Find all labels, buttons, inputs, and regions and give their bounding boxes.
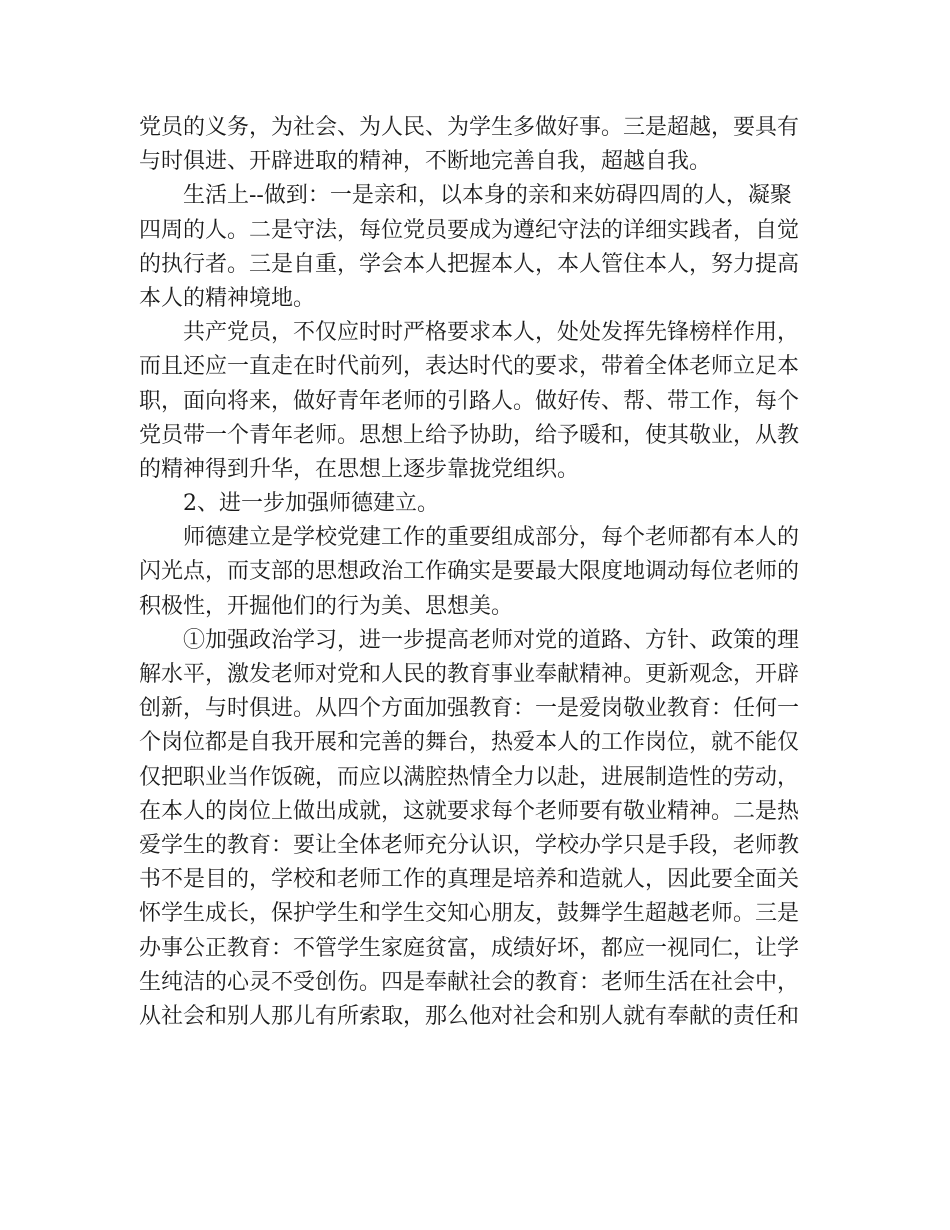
text-line: 从社会和别人那儿有所索取，那么他对社会和别人就有奉献的责任和 [139,1003,800,1029]
paragraph [139,111,811,179]
paragraph [139,179,811,316]
text-line: 共产党员，不仅应时时严格要求本人，处处发挥先锋榜样作用， [183,320,800,346]
text-line: 职，面向将来，做好青年老师的引路人。做好传、帮、带工作，每个 [139,388,800,414]
text-line: 办事公正教育：不管学生家庭贫富，成绩好坏，都应一视同仁，让学 [139,935,800,961]
text-line: 而且还应一直走在时代前列，表达时代的要求，带着全体老师立足本 [139,354,800,380]
section-heading [139,487,811,521]
text-line: 的执行者。三是自重，学会本人把握本人，本人管住本人，努力提高 [139,251,800,277]
text-line: 在本人的岗位上做出成就，这就要求每个老师要有敬业精神。二是热 [139,798,800,824]
text-line: ①加强政治学习，进一步提高老师对党的道路、方针、政策的理 [183,627,800,653]
paragraph [139,624,811,1034]
text-line: 积极性，开掘他们的行为美、思想美。 [139,593,514,619]
text-line: 2、进一步加强师德建立。 [183,491,439,517]
text-line: 四周的人。二是守法，每位党员要成为遵纪守法的详细实践者，自觉 [139,217,800,243]
text-line: 解水平，激发老师对党和人民的教育事业奉献精神。更新观念，开辟 [139,662,800,687]
text-line: 生纯洁的心灵不受创伤。四是奉献社会的教育：老师生活在社会中， [139,969,800,995]
text-line: 个岗位都是自我开展和完善的舞台，热爱本人的工作岗位，就不能仅 [139,730,800,756]
text-line: 书不是目的，学校和老师工作的真理是培养和造就人，因此要全面关 [139,867,800,893]
text-line: 党员的义务，为社会、为人民、为学生多做好事。三是超越，要具有 [139,115,800,140]
text-line: 仅把职业当作饭碗，而应以满腔热情全力以赴，进展制造性的劳动， [139,764,800,790]
text-line: 的精神得到升华，在思想上逐步靠拢党组织。 [139,456,580,482]
text-line: 本人的精神境地。 [139,285,316,311]
text-line: 闪光点，而支部的思想政治工作确实是要最大限度地调动每位老师的 [139,559,800,585]
text-line: 与时俱进、开辟进取的精神，不断地完善自我，超越自我。 [139,149,712,175]
text-line: 创新，与时俱进。从四个方面加强教育：一是爱岗敬业教育：任何一 [139,696,800,722]
paragraph [139,521,811,624]
paragraph [139,316,811,487]
text-line: 生活上--做到：一是亲和，以本身的亲和来妨碍四周的人，凝聚 [183,183,792,209]
text-line: 怀学生成长，保护学生和学生交知心朋友，鼓舞学生超越老师。三是 [139,901,800,927]
text-line: 党员带一个青年老师。思想上给予协助，给予暖和，使其敬业，从教 [139,422,800,448]
text-line: 师德建立是学校党建工作的重要组成部分，每个老师都有本人的 [183,525,800,551]
document-page [139,111,811,1034]
text-line: 爱学生的教育：要让全体老师充分认识，学校办学只是手段，老师教 [139,832,800,858]
